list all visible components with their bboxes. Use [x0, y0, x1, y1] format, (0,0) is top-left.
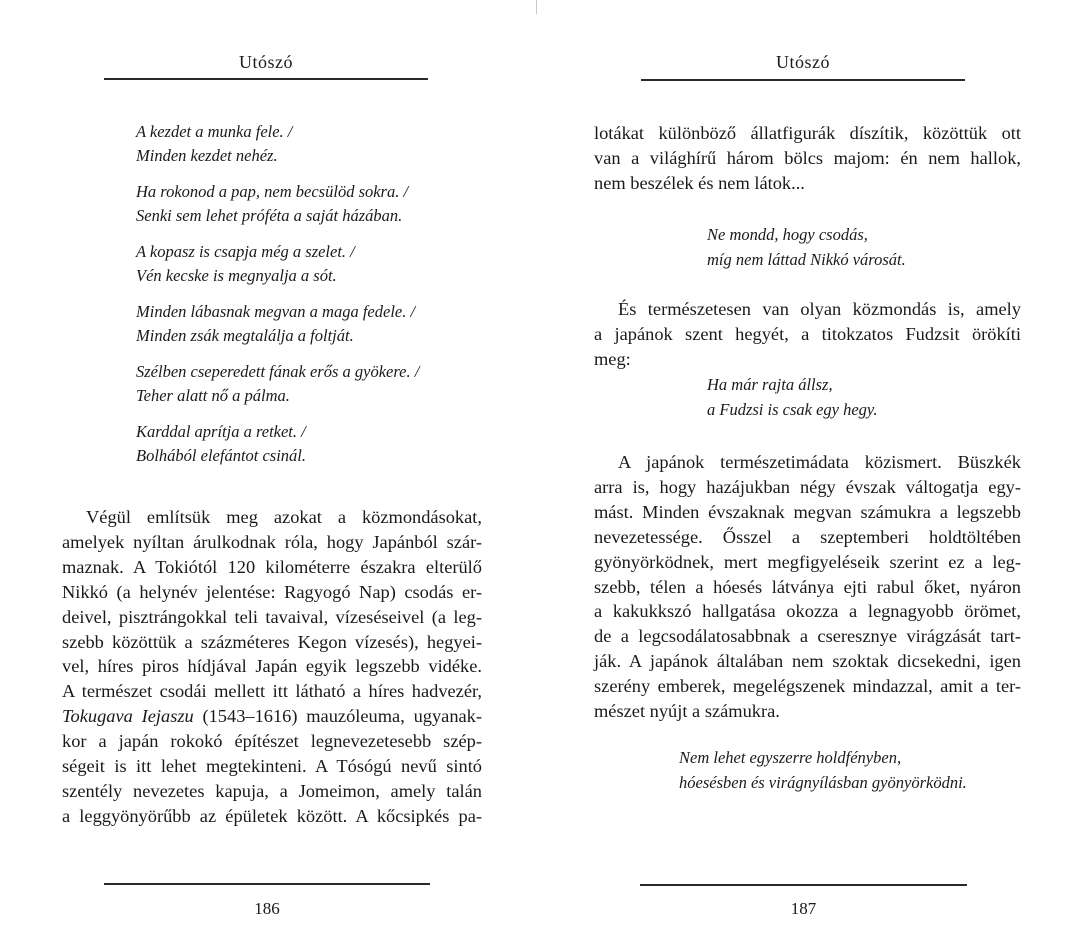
quote-line: hóesésben és virágnyílásban gyönyörködni.	[679, 773, 967, 792]
proverb-pair	[136, 240, 476, 288]
proverb-line: Bolhából elefántot csinál.	[136, 446, 307, 465]
text-line: Nikkó (a helynév jelentése: Ragyogó Nap) csodás er-	[62, 581, 482, 602]
text-line: szentély nevezetes kapuja, a Jomeimon, amely talán	[62, 780, 482, 801]
text-line: A természet csodái mellett itt látható a híres hadvezér,	[62, 681, 482, 702]
proverb-pair	[136, 360, 476, 408]
quote-line: Ha már rajta állsz,	[707, 375, 833, 394]
text-line: a kakukkszó hallgatása okozza a legnagyobb örömet,	[594, 601, 1021, 622]
text-line: nevezetessége. Ősszel a szeptemberi holdtöltében	[594, 526, 1021, 547]
proverb-line: Vén kecske is megnyalja a sót.	[136, 266, 337, 285]
proverb-pair	[136, 120, 476, 168]
body-paragraph-nature	[594, 450, 1021, 724]
text-line: A japánok természetimádata közismert. Büszkék	[618, 452, 1021, 472]
quote-line: Ne mondd, hogy csodás,	[707, 225, 868, 244]
text-line: ják. A japánok általában nem szoktak dicsekedni, igen	[594, 651, 1021, 672]
proverb-pair	[136, 300, 476, 348]
right-page	[537, 0, 1074, 940]
text-line: szerény emberek, megelégszenek mindazzal, amit a ter-	[594, 676, 1021, 697]
text-line: Tokugava Iejaszu (1543–1616) mauzóleuma, ugyanak-	[62, 706, 483, 727]
text-line: meg:	[594, 348, 631, 369]
proverb-line: Minden kezdet nehéz.	[136, 146, 278, 165]
footer-rule-right	[640, 884, 967, 886]
text-line: vel, híres piros hídjával Japán egyik legszebb vidéke.	[62, 656, 482, 677]
text-line: a leggyönyörűbb az épületek között. A kőcsipkés pa-	[62, 805, 482, 826]
proverb-line: Karddal aprítja a retket. /	[136, 422, 306, 441]
proverb-pair	[136, 420, 476, 468]
proverb-line: A kopasz is csapja még a szelet. /	[136, 242, 355, 261]
running-head-right: Utószó	[776, 52, 830, 72]
text-line: mészet nyújt a számukra.	[594, 701, 780, 722]
body-paragraph-fuji	[594, 297, 1021, 372]
proverb-list	[136, 120, 476, 480]
body-paragraph-continued	[594, 121, 1021, 196]
proverb-line: Minden lábasnak megvan a maga fedele. /	[136, 302, 416, 321]
text-line: kor a japán rokokó építészet legnevezetesebb szép-	[62, 731, 482, 752]
text-line: És természetesen van olyan közmondás is, amely	[618, 299, 1021, 319]
text-line: ségeit is itt lehet megtekinteni. A Tósógú nevű sintó	[62, 756, 482, 777]
proverb-line: Senki sem lehet próféta a saját házában.	[136, 206, 403, 225]
text-line: mást. Minden évszaknak megvan számukra a legszebb	[594, 501, 1021, 522]
text-line: szebb, télen a hóesés látványa ejti rabul őket, nyáron	[594, 576, 1021, 597]
text-line: a japánok szent hegyét, a titokzatos Fudzsit örökíti	[594, 323, 1021, 344]
quote-fuji	[707, 372, 877, 422]
text-line: van a világhírű három bölcs majom: én nem hallok,	[594, 147, 1021, 168]
text-line: deivel, pisztrángokkal teli tavaival, vízeséseivel (a leg-	[62, 606, 482, 627]
quote-seasons	[679, 745, 967, 795]
proverb-line: A kezdet a munka fele. /	[136, 122, 293, 141]
header-rule-right	[641, 79, 965, 81]
text-line: gyönyörködnek, mert megfigyeléseik szerint ez a leg-	[594, 551, 1021, 572]
quote-line: Nem lehet egyszerre holdfényben,	[679, 748, 902, 767]
footer-rule-left	[104, 883, 430, 885]
text-line: lotákat különböző állatfigurák díszítik, közöttük ott	[594, 123, 1021, 143]
proverb-pair	[136, 180, 476, 228]
text-line: szebb közöttük a százméteres Kegon vízesés), hegyei-	[62, 631, 482, 652]
text-line: Végül említsük meg azokat a közmondásokat,	[86, 507, 482, 527]
quote-nikko	[707, 222, 906, 272]
quote-line: míg nem láttad Nikkó városát.	[707, 250, 906, 269]
proverb-line: Ha rokonod a pap, nem becsülöd sokra. /	[136, 182, 409, 201]
header-rule-left	[104, 78, 428, 80]
page-number-right: 187	[790, 899, 817, 918]
text-line: maznak. A Tokiótól 120 kilométerre északra elterülő	[62, 556, 482, 577]
proverb-line: Minden zsák megtalálja a foltját.	[136, 326, 354, 345]
quote-line: a Fudzsi is csak egy hegy.	[707, 400, 878, 419]
text-line: arra is, hogy hazájukban négy évszak váltogatja egy-	[594, 476, 1021, 497]
person-name: Tokugava Iejaszu	[62, 706, 194, 727]
text-line: nem beszélek és nem látok...	[594, 172, 805, 193]
proverb-line: Teher alatt nő a pálma.	[136, 386, 290, 405]
text-line: de a legcsodálatosabbnak a cseresznye virágzását tart-	[594, 626, 1021, 647]
body-paragraph-left	[62, 505, 482, 829]
text-line: amelyek nyíltan árulkodnak róla, hogy Japánból szár-	[62, 531, 482, 552]
running-head-left: Utószó	[239, 52, 293, 72]
proverb-line: Szélben cseperedett fának erős a gyökere. /	[136, 362, 420, 381]
page-number-left: 186	[254, 899, 280, 918]
